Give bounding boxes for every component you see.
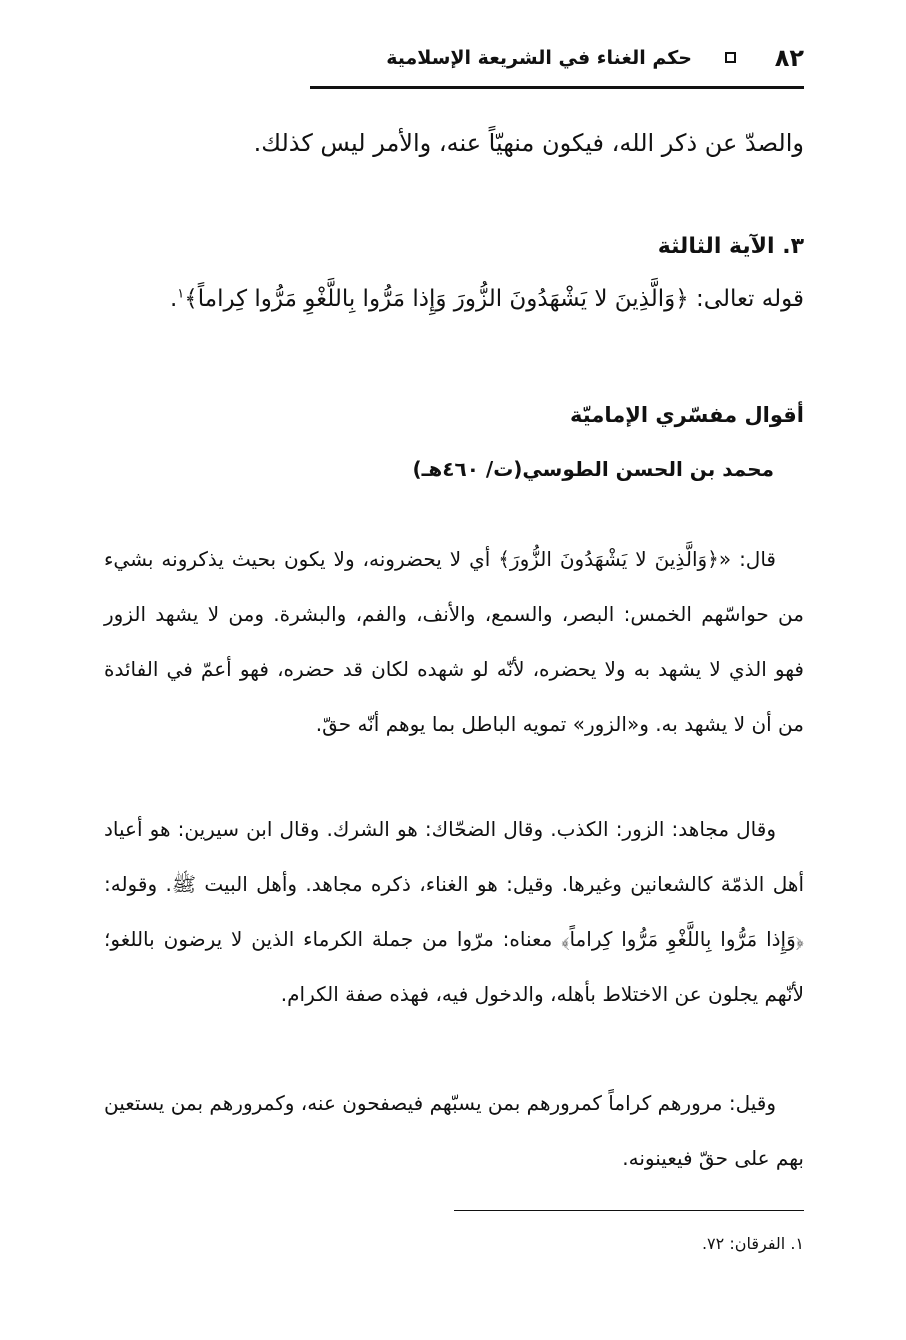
header-rule [310,86,804,89]
running-title: حكم الغناء في الشريعة الإسلامية [386,47,692,69]
footnote: ١. الفرقان: ٧٢. [701,1234,804,1253]
footnote-rule [454,1210,804,1211]
section-heading: ٣. الآية الثالثة [657,234,804,259]
header-square-ornament [725,52,736,63]
paragraph: قال: «﴿وَالَّذِينَ لا يَشْهَدُونَ الزُّورَ﴾ أي لا يحضرونه، ولا يكون بحيث يذكرونه بشيء من حواسّهم الخمس: البصر، والسمع، والأنف، والفم، والبشرة. ومن لا يشهد الزور فهو الذي لا يشهد به ولا يحضره، لأنّه لو شهده لكان قد حضره، فهو أعمّ في الفائدة من أن لا يشهد به. و«الزور» تمويه الباطل بما يوهم أنّه حقّ. [104,547,804,736]
paragraph: وقال مجاهد: الزور: الكذب. وقال الضحّاك: هو الشرك. وقال ابن سيرين: هو أعياد أهل الذمّة كالشعانين وغيرها. وقيل: هو الغناء، ذكره مجاهد. وأهل البيت ﷺ. وقوله: ﴿وَإِذا مَرُّوا بِاللَّغْوِ مَرُّوا كِراماً﴾ معناه: مرّوا من جملة الكرماء الذين لا يرضون باللغو؛ لأنّهم يجلون عن الاختلاط بأهله، والدخول فيه، فهذه صفة الكرام. [104,817,804,1006]
footnote-ref: ١ [177,286,185,302]
page-number: ٨٢ [774,44,804,72]
ayah-end: . [169,286,178,312]
ayah-quote [170,286,804,312]
author-heading: محمد بن الحسن الطوسي(ت/ ٤٦٠هـ) [412,457,774,481]
subheading: أقوال مفسّري الإماميّة [570,403,804,427]
ayah-text: قوله تعالى: ﴿وَالَّذِينَ لا يَشْهَدُونَ الزُّورَ وَإِذا مَرُّوا بِاللَّغْوِ مَرُّوا كِراماً﴾ [184,286,804,312]
page-header [310,38,804,78]
paragraph: وقيل: مرورهم كراماً كمرورهم بمن يسبّهم فيصفحون عنه، وكمرورهم بمن يستعين بهم على حقّ فيعينونه. [104,1091,804,1170]
lead-text: والصدّ عن ذكر الله، فيكون منهيّاً عنه، والأمر ليس كذلك. [253,129,804,157]
